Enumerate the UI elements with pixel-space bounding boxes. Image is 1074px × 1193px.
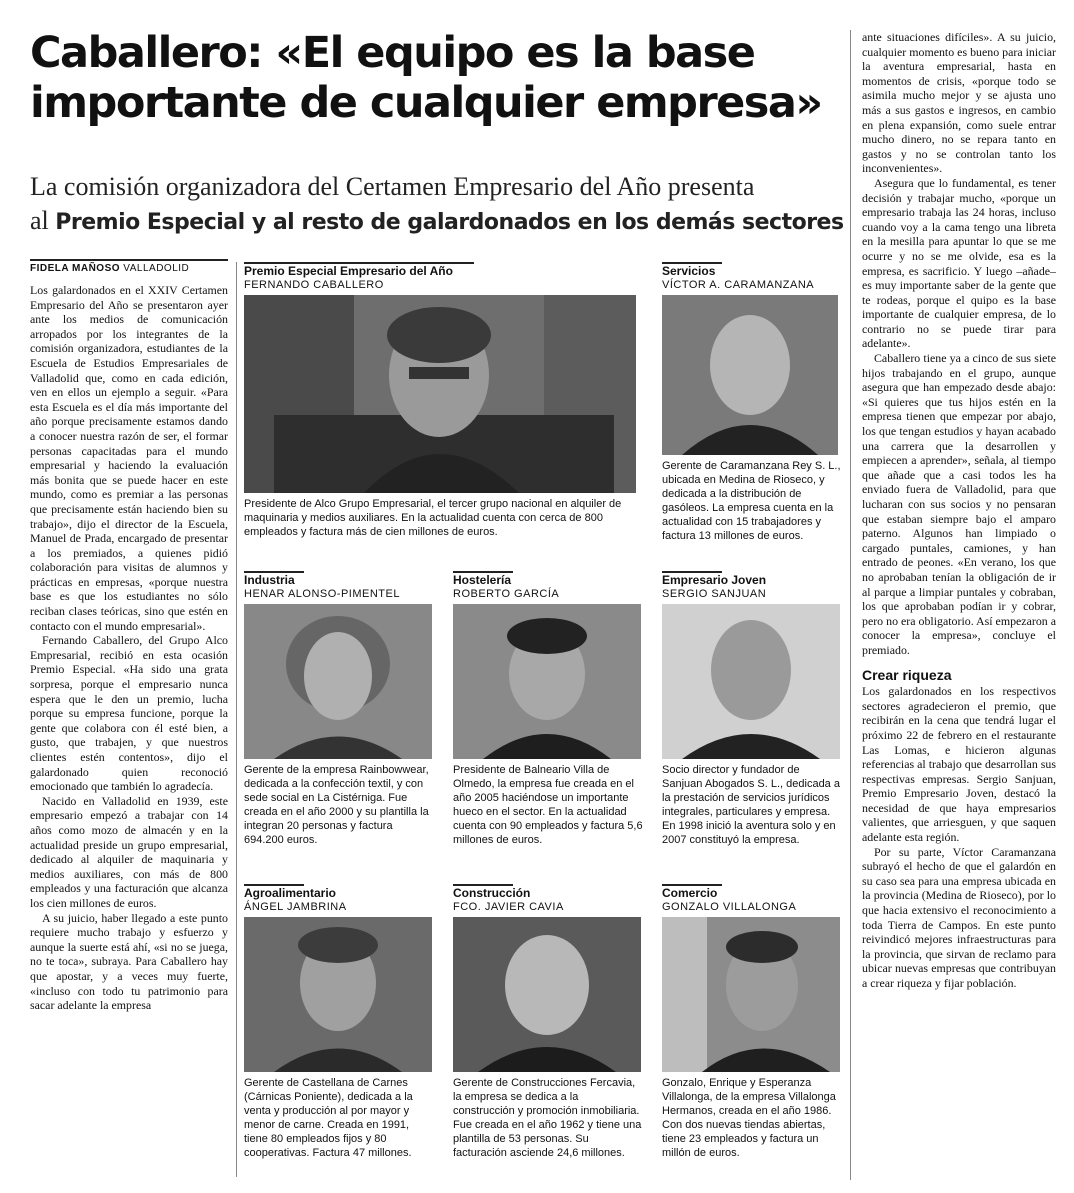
award-agro-photo [244, 917, 432, 1072]
award-hosteleria-photo [453, 604, 641, 759]
award-servicios-name: VÍCTOR A. CARAMANZANA [662, 279, 815, 291]
byline-author: FIDELA MAÑOSO [30, 263, 121, 274]
award-industria [244, 571, 434, 847]
portrait-image [662, 917, 840, 1072]
byline [30, 263, 228, 274]
award-comercio-photo [662, 917, 840, 1072]
award-especial-section: Premio Especial Empresario del Año [244, 264, 453, 278]
portrait-image [453, 917, 641, 1072]
left-paragraph-4: A su juicio, haber llegado a este punto requiere mucho trabajo y esfuerzo y aunque la suerte está ahí, «si no se juega, no te toca», subraya. Para Caballero hay que apostar, y a veces muy fuerte, «incluso con todo tu patrimonio para sacar adelante la empresa [30, 910, 228, 1013]
award-servicios-section: Servicios [662, 264, 716, 278]
deck-line-2-bold: Premio Especial y al resto de galardonados en los demás sectores [55, 210, 844, 235]
award-hosteleria-caption: Presidente de Balneario Villa de Olmedo, la empresa fue creada en el año 2005 haciéndose un importante hueco en el sector. En la actualidad cuenta con 90 empleados y factura 5,6 millones de euros. [453, 764, 643, 846]
byline-rule [30, 259, 228, 261]
award-servicios [662, 262, 842, 543]
portrait-image [662, 295, 838, 455]
award-industria-caption: Gerente de la empresa Rainbowwear, dedicada a la confección textil, y con sede social en La Cistérniga. Fue creada en el año 2000 y su plantilla la integran 20 personas y factura 694.200 euros. [244, 764, 429, 846]
award-especial-photo [244, 295, 636, 493]
right-paragraph-1: ante situaciones difíciles». A su juicio, cualquier momento es bueno para iniciar la aventura empresarial, hasta en momentos de crisis, «porque todo se asimila mucho mejor y se ajusta uno más a sus gastos e ingresos, en cambio en plena expansión, como suele entrar mucho dinero, no se repara tanto en gastos y no se controlan tanto los inconvenientes». [862, 30, 1056, 176]
right-column [862, 30, 1056, 1182]
award-hosteleria-section: Hostelería [453, 573, 512, 587]
award-comercio-name: GONZALO VILLALONGA [662, 901, 797, 913]
award-construccion-photo [453, 917, 641, 1072]
award-comercio-section: Comercio [662, 886, 718, 900]
award-industria-photo [244, 604, 432, 759]
award-comercio-caption: Gonzalo, Enrique y Esperanza Villalonga, de la empresa Villalonga Hermanos, creada en el año 1986. Con dos nuevas tiendas abiertas, tiene 23 empleados y factura un millón de euros. [662, 1077, 836, 1159]
award-joven-caption: Socio director y fundador de Sanjuan Abogados S. L., dedicada a la prestación de servicios jurídicos integrales, particulares y empresa. En 1998 inició la aventura solo y en 2007 constituyó la empresa. [662, 764, 840, 846]
portrait-image [244, 295, 636, 493]
right-paragraph-5: Por su parte, Víctor Caramanzana subrayó el hecho de que el galardón en su caso sea para una empresa ubicada en la provincia (Medina de Rioseco), por lo que hacia extensivo el reconocimiento a toda Tierra de Campos. En este punto reivindicó mejores infraestructuras para la provincia, que sirvan de reclamo para ubicar nuevas empresas que contribuyan a crear riqueza y fijar población. [862, 844, 1056, 990]
deck-line-2 [30, 204, 850, 240]
award-agro-section: Agroalimentario [244, 886, 337, 900]
award-agro-name: ÁNGEL JAMBRINA [244, 901, 347, 913]
byline-place: VALLADOLID [123, 263, 190, 274]
award-especial [244, 262, 642, 539]
award-servicios-caption: Gerente de Caramanzana Rey S. L., ubicada en Medina de Rioseco, y dedicada a la distribución de gasóleos. La empresa cuenta en la actualidad con 15 trabajadores y factura 13 millones de euros. [662, 460, 841, 542]
award-agro [244, 884, 434, 1160]
subhead-crear-riqueza: Crear riqueza [862, 666, 952, 683]
award-agro-caption: Gerente de Castellana de Carnes (Cárnicas Poniente), dedicada a la venta y producción al por mayor y menor de carne. Creada en 1991, tiene 80 empleados fijos y 80 cooperativas. Factura 47 millones. [244, 1077, 413, 1159]
award-hosteleria-name: ROBERTO GARCÍA [453, 588, 560, 600]
award-construccion [453, 884, 643, 1160]
portrait-image [244, 917, 432, 1072]
column-rule-right [850, 30, 851, 1180]
award-construccion-section: Construcción [453, 886, 531, 900]
right-paragraph-4: Los galardonados en los respectivos sectores agradecieron el premio, que recibirán en la cena que tendrá lugar el próximo 22 de febrero en el restaurante Las Lomas, e hicieron algunas referencias al trabajo que desarrollan sus respectivas empresas. Sergio Sanjuan, Premio Empresario Joven, destacó la necesidad de que haya empresarios valientes, que arriesguen, y que saquen adelante esta región. [862, 684, 1056, 845]
award-joven-section: Empresario Joven [662, 573, 767, 587]
award-especial-name: FERNANDO CABALLERO [244, 279, 384, 291]
left-column [30, 283, 228, 1183]
left-paragraph-3: Nacido en Valladolid en 1939, este empresario empezó a trabajar con 14 años como mozo de almacén y en la actualidad preside un grupo empresarial, dedicado al alquiler de maquinaria y medios auxiliares, con más de 800 empleados y una facturación que alcanza los cien millones de euros. [30, 793, 228, 910]
left-paragraph-2: Fernando Caballero, del Grupo Alco Empresarial, recibió en esta ocasión Premio Especial. «Ha sido una grata sorpresa, porque el empresario nunca espera que le den un premio, lucha porque su empresa funcione, porque la gente que colabora con él esté bien, a gusto, que trabajen, y que nuestros clientes estén contentos», dijo el galardonado quien reconoció emocionado que también lo agradecía. [30, 633, 228, 794]
portrait-image [453, 604, 641, 759]
right-paragraph-3: Caballero tiene ya a cinco de sus siete hijos trabajando en el grupo, aunque asegura que han empezado desde abajo: «Si quieres que tus hijos estén en la empresa tienen que empezar por abajo, los que tengan estudios y hayan acabado una carrera que la desarrollen y empiecen a aprender», señala, al tiempo que añade que a casi todos les ha enviado fuera de Valladolid, para que lucharan con sus socios y no pensaran que estaban siempre bajo el amparo paterno. Algunos han limpiado o cargado puntales, camiones, y han entrado de peones. «En verano, los que no aprobaban tenían la obligación de ir al parque a limpiar puntales y cobraban, los que aprobaban podían ir y cobrar, pero no era obligatorio. Así empezaron a conocer la empresa», concluye el premiado. [862, 351, 1056, 657]
headline [30, 28, 850, 128]
award-construccion-name: FCO. JAVIER CAVIA [453, 901, 564, 913]
headline-line-2: importante de cualquier empresa» [30, 78, 822, 128]
deck-line-2-pre: al [30, 206, 56, 235]
headline-line-1: Caballero: «El equipo es la base [30, 28, 755, 78]
award-hosteleria [453, 571, 643, 847]
award-industria-section: Industria [244, 573, 295, 587]
deck [30, 170, 850, 240]
right-paragraph-2: Asegura que lo fundamental, es tener decisión y trabajar mucho, «porque un empresario trabaja las 24 horas, incluso cuando voy a la cama tengo una libreta en la mesilla para apuntar lo que se me ocurre y no se me olvide, esa es la empresa, es sacrificio. Y luego –añade– es muy importante saber de la gente que te rodeas, porque el quipo es la base importante de cualquier empresa, de lo contrario no se puede tirar para adelante». [862, 175, 1056, 351]
award-construccion-caption: Gerente de Construcciones Fercavia, la empresa se dedica a la construcción y promoción inmobiliaria. Fue creada en el año 1962 y tiene una plantilla de 53 personas. Su facturación asciende 24,6 millones. [453, 1077, 642, 1159]
portrait-image [662, 604, 840, 759]
left-paragraph-1: Los galardonados en el XXIV Certamen Empresario del Año se presentaron ayer ante los medios de comunicación arropados por los integrantes de la comisión organizadora, estudiantes de la Escuela de Estudios Empresariales de Valladolid que, como en cada edición, ven en ellos un ejemplo a seguir. «Para esta Escuela es el día más importante del año porque precisamente estamos dando a conocer nuestra razón de ser, el formar personas capacitadas para el mundo empresarial y haciendo la evaluación más bonita que se puede hacer en este mundo, como es premiar a las personas que precisamente están haciendo bien su trabajo», dijo el director de la Escuela, Manuel de Prada, encargado de presentar a los premiados, a quienes pidió colaboración para visitas de alumnos y prácticas en empresas, «porque nuestra base es que los estudiantes no sólo reciban clases teóricas, sino que estén en contacto con el mundo empresarial». [30, 283, 228, 633]
deck-line-1: La comisión organizadora del Certamen Empresario del Año presenta [30, 172, 755, 201]
award-joven [662, 571, 842, 847]
column-rule-left [236, 262, 237, 1177]
portrait-image [244, 604, 432, 759]
award-industria-name: HENAR ALONSO-PIMENTEL [244, 588, 400, 600]
award-joven-name: SERGIO SANJUAN [662, 588, 767, 600]
award-especial-caption: Presidente de Alco Grupo Empresarial, el tercer grupo nacional en alquiler de maquinaria y medios auxiliares. En la actualidad cuenta con cerca de 800 empleados y factura más de cien millones de euros. [244, 498, 622, 538]
award-servicios-photo [662, 295, 838, 455]
award-joven-photo [662, 604, 840, 759]
award-comercio [662, 884, 842, 1160]
